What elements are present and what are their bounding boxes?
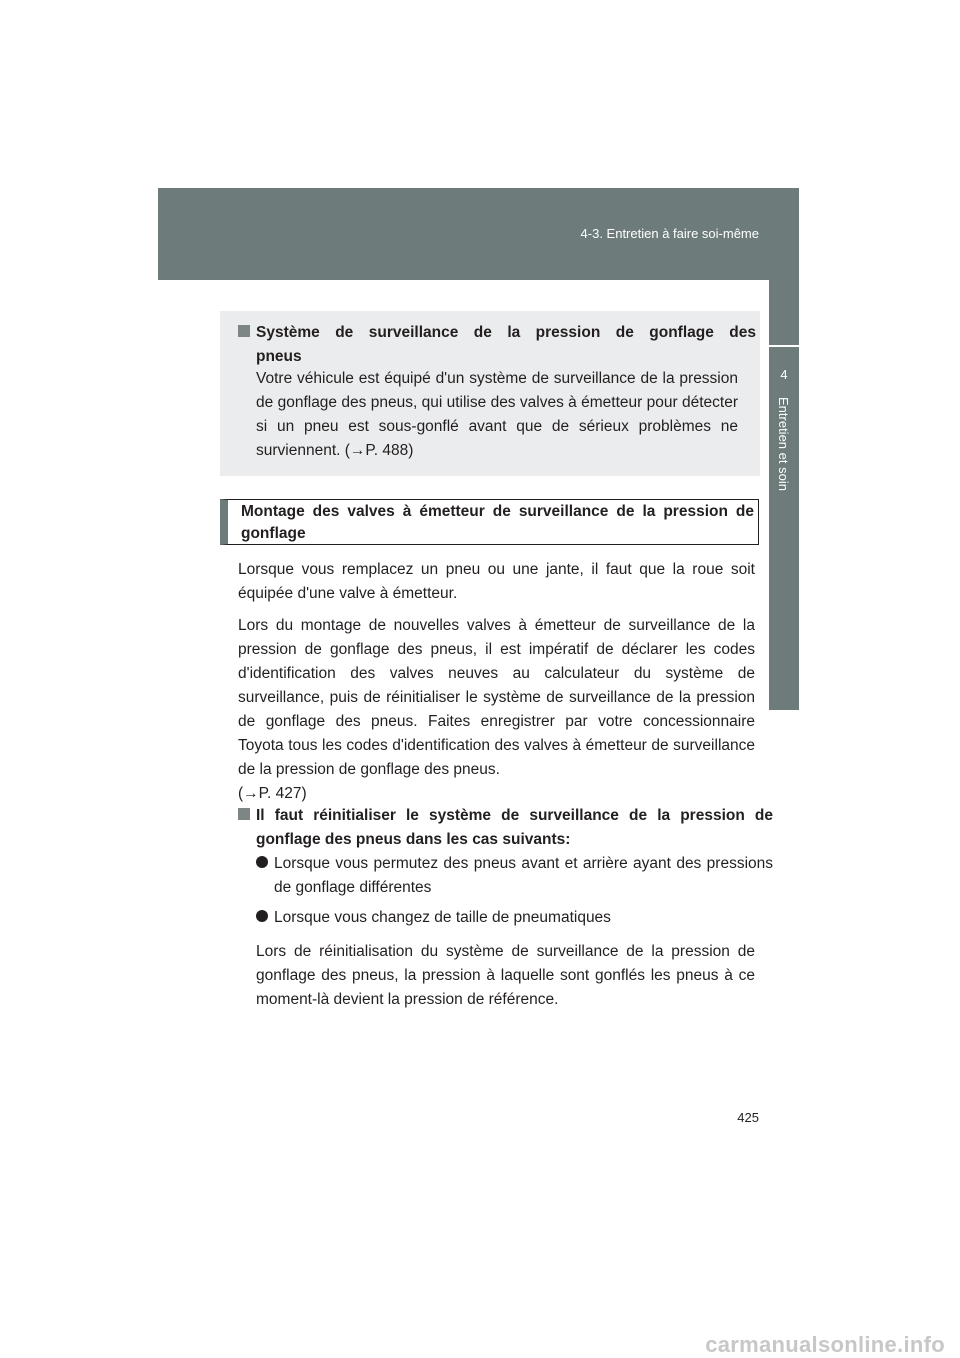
paragraph-2-ref: (→P. 427): [238, 785, 307, 802]
page-number: 425: [737, 1110, 759, 1125]
paragraph-2-text: Lors du montage de nouvelles valves à émetteur de surveillance de la pression de gonflage des pneus, il est impératif de déclarer les codes d'identification des valves neuves au calculateur du système de surveillance, puis de réinitialiser le système de surveillance de la pression de gonflage des pneus. Faites enregistrer par votre concessionnaire Toyota tous les codes d'identification des valves à émetteur de surveillance de la pression de gonflage des pneus.: [238, 617, 755, 778]
square-bullet-icon: [238, 325, 250, 337]
reset-conditions-text: Il faut réinitialiser le système de surveillance de la pression de gonflage des pneus dans les cas suivants:: [256, 807, 773, 848]
chapter-number: 4: [780, 367, 788, 382]
list-item-text: Lorsque vous permutez des pneus avant et arrière ayant des pressions de gonflage différentes: [274, 855, 773, 896]
watermark: carmanualsonline.info: [705, 1332, 945, 1357]
square-bullet-icon: [238, 808, 250, 820]
bullet-icon: [256, 856, 268, 868]
paragraph-1: Lorsque vous remplacez un pneu ou une jante, il faut que la roue soit équipée d'une valve à émetteur.: [238, 561, 755, 602]
side-tab-top: [769, 280, 799, 345]
list-item: [256, 852, 773, 900]
reset-conditions-heading: [238, 804, 773, 852]
info-box-body: Votre véhicule est équipé d'un système de surveillance de la pression de gonflage des pneus, qui utilise des valves à émetteur pour détecter si un pneu est sous-gonflé avant que de sérieux problèmes ne surviennent. (→P. 488): [256, 370, 738, 459]
info-box-title: [238, 321, 756, 369]
chapter-tab: [769, 347, 799, 710]
list-item-text: Lorsque vous changez de taille de pneumatiques: [274, 909, 611, 926]
list-item: [256, 906, 773, 930]
section-header: 4-3. Entretien à faire soi-même: [580, 226, 759, 241]
chapter-label: Entretien et soin: [776, 397, 791, 491]
info-title-line1: Système de surveillance de la pression de gonflage des: [256, 324, 756, 341]
closing-paragraph: Lors de réinitialisation du système de surveillance de la pression de gonflage des pneus, la pression à laquelle sont gonflés les pneus à ce moment-là devient la pression de référence.: [256, 943, 755, 1008]
section-heading: [220, 499, 759, 545]
section-heading-text: Montage des valves à émetteur de surveillance de la pression de gonflage: [241, 503, 754, 542]
info-title-line2: pneus: [256, 348, 302, 365]
bullet-icon: [256, 910, 268, 922]
paragraph-2: [238, 614, 755, 806]
